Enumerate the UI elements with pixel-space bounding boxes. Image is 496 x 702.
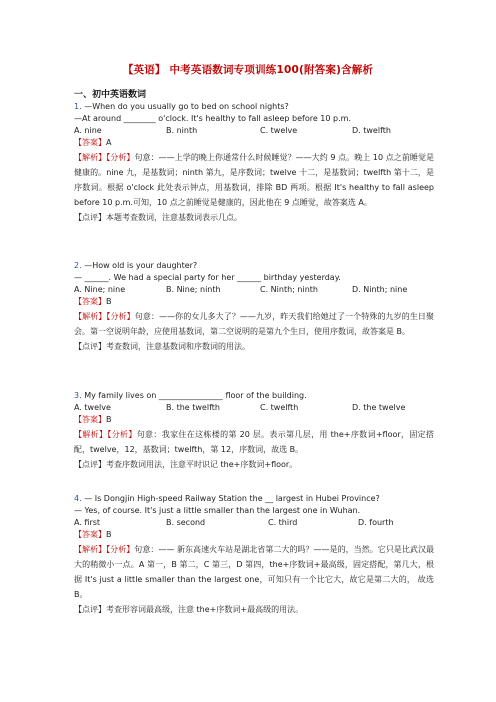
option-c: C. twelfth bbox=[260, 403, 299, 412]
option-c: C. third bbox=[268, 518, 298, 527]
option-a: A. twelve bbox=[74, 403, 111, 412]
option-c: C. twelve bbox=[260, 126, 298, 135]
analysis-body: 【分析】句意：——你的女儿多大了？——九岁，昨天我们给她过了一个特殊的九岁的生日聚会。第一空说明年龄，应使用基数词，第二空说明的是第九个生日，使用序数词，故答案是 B。 bbox=[74, 312, 435, 336]
options-row bbox=[74, 517, 434, 529]
question-line bbox=[74, 390, 434, 402]
question-block bbox=[74, 390, 434, 472]
analysis-sub-tag: 【分析】 bbox=[106, 545, 135, 554]
question-text: —How old is your daughter? bbox=[84, 261, 198, 270]
question-number: 4. bbox=[74, 494, 82, 503]
analysis-tag: 【解析】 bbox=[74, 430, 108, 439]
analysis-body: 【分析】句意：我家住在这栋楼的第 20 层。表示第几层，用 the+序数词+floor，固定搭配，twelve，12，基数词；twelfth，第 12，序数词，故选 B。 bbox=[74, 430, 435, 454]
analysis-body: 【分析】句意：——上学的晚上你通常什么时候睡觉？——大约 9 点。晚上 10 点之前睡觉是健康的。nine 九，是基数词；ninth 第九，是序数词；twelve 十二，是基数词；twelfth 第十二，是序数词。根据 o'clock 此处表示钟点，用基数词，排除 BD 两项。根据 It's healthy to fall asleep before 10 p.m.可知，10 点之前睡觉是健康的，因此他在 9 点睡觉，故答案选 A。 bbox=[74, 153, 435, 207]
question-block bbox=[74, 493, 434, 617]
option-d: D. twelfth bbox=[352, 126, 391, 135]
answer-value: B bbox=[106, 530, 112, 539]
analysis-text bbox=[74, 542, 434, 602]
section-heading: 一、初中英语数词 bbox=[74, 90, 147, 100]
options-row bbox=[74, 284, 434, 296]
analysis-sub-tag: 【分析】 bbox=[106, 312, 135, 321]
analysis-body: 【分析】句意：—— 新东高速火车站是湖北省第二大的吗？——是的，当然。它只是比武汉最大的稍微小一点。A 第一，B 第二，C 第三，D 第四，the+序数词+最高级，固定搭配，第几大，根据 It's just a little smaller than the largest one，可知只有一个比它大，故它是第二大的， 故选 B。 bbox=[74, 545, 434, 599]
answer-tag: 【答案】 bbox=[74, 297, 106, 306]
answer-value: A bbox=[106, 138, 112, 147]
option-a: A. Nine; nine bbox=[74, 285, 126, 294]
comment-body: 本题考查数词，注意基数词表示几点。 bbox=[106, 213, 242, 222]
answer-line bbox=[74, 137, 434, 149]
analysis-text bbox=[74, 427, 434, 457]
question-line: —At around ________ o'clock. It's healthy to fall asleep before 10 p.m. bbox=[74, 114, 351, 123]
question-text: My family lives on ________________ floor of the building. bbox=[84, 391, 307, 400]
question-block bbox=[74, 101, 434, 225]
answer-tag: 【答案】 bbox=[74, 530, 106, 539]
question-line: — ______. We had a special party for her ______ birthday yesterday. bbox=[74, 273, 341, 282]
question-text: —When do you usually go to bed on school nights? bbox=[84, 102, 289, 111]
analysis-sub-tag: 【分析】 bbox=[107, 430, 137, 439]
option-b: B. ninth bbox=[166, 126, 198, 135]
options-row bbox=[74, 402, 434, 414]
option-d: D. fourth bbox=[358, 518, 394, 527]
analysis-text bbox=[74, 150, 434, 210]
comment-body: 考查序数词用法，注意平时识记 the+序数词+floor。 bbox=[106, 460, 298, 469]
comment-line bbox=[74, 211, 434, 225]
comment-body: 考查数词，注意基数词和序数词的用法。 bbox=[106, 342, 250, 351]
answer-tag: 【答案】 bbox=[74, 415, 106, 424]
question-line bbox=[74, 260, 434, 272]
comment-tag: 【点评】 bbox=[74, 213, 106, 222]
question-text: — Is Dongjin High-speed Railway Station the __ largest in Hubei Province? bbox=[84, 494, 380, 503]
option-b: B. second bbox=[166, 518, 206, 527]
option-b: B. the twelfth bbox=[166, 403, 220, 412]
comment-line bbox=[74, 340, 434, 354]
answer-line bbox=[74, 414, 434, 426]
answer-tag: 【答案】 bbox=[74, 138, 106, 147]
comment-body: 考查形容词最高级，注意 the+序数词+最高级的用法。 bbox=[106, 605, 304, 614]
question-number: 2. bbox=[74, 261, 82, 270]
analysis-text bbox=[74, 309, 434, 339]
question-number: 1. bbox=[74, 102, 82, 111]
option-c: C. Ninth; ninth bbox=[260, 285, 318, 294]
question-number: 3. bbox=[74, 391, 82, 400]
option-d: D. the twelve bbox=[352, 403, 406, 412]
analysis-tag: 【解析】 bbox=[74, 312, 107, 321]
comment-line bbox=[74, 603, 434, 617]
option-a: A. nine bbox=[74, 126, 102, 135]
answer-line bbox=[74, 296, 434, 308]
analysis-tag: 【解析】 bbox=[74, 545, 107, 554]
option-b: B. Nine; ninth bbox=[166, 285, 221, 294]
option-a: A. first bbox=[74, 518, 101, 527]
question-line bbox=[74, 101, 434, 113]
question-line bbox=[74, 493, 434, 505]
answer-line bbox=[74, 529, 434, 541]
comment-tag: 【点评】 bbox=[74, 342, 106, 351]
options-row bbox=[74, 125, 434, 137]
comment-line bbox=[74, 458, 434, 472]
answer-value: B bbox=[106, 415, 112, 424]
comment-tag: 【点评】 bbox=[74, 460, 106, 469]
answer-value: B bbox=[106, 297, 112, 306]
comment-tag: 【点评】 bbox=[74, 605, 106, 614]
analysis-sub-tag: 【分析】 bbox=[106, 153, 135, 162]
question-block bbox=[74, 260, 434, 354]
document-title: 【英语】 中考英语数词专项训练100(附答案)含解析 bbox=[122, 64, 374, 76]
question-line: — Yes, of course. It's just a little smaller than the largest one in Wuhan. bbox=[74, 506, 361, 515]
option-d: D. Ninth; nine bbox=[352, 285, 408, 294]
analysis-tag: 【解析】 bbox=[74, 153, 107, 162]
